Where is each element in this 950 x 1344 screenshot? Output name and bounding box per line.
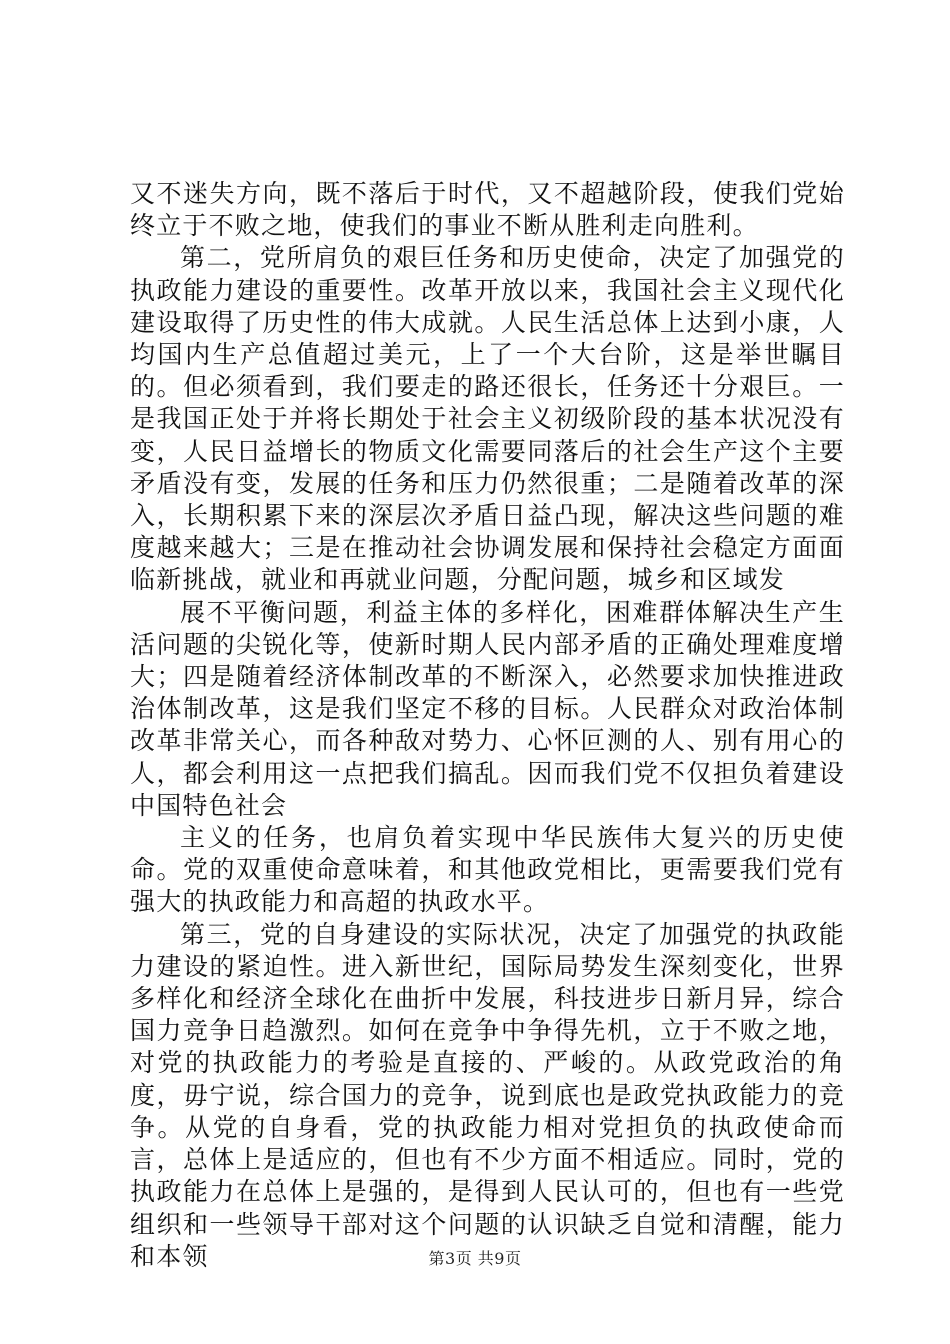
paragraph-second-point: 第二，党所肩负的艰巨任务和历史使命，决定了加强党的执政能力建设的重要性。改革开放以来，我国社会主义现代化建设取得了历史性的伟大成就。人民生活总体上达到小康，人均国内生产总值超过美元，上了一个大台阶，这是举世瞩目的。但必须看到，我们要走的路还很长，任务还十分艰巨。一是我国正处于并将长期处于社会主义初级阶段的基本状况没有变，人民日益增长的物质文化需要同落后的社会生产这个主要矛盾没有变，发展的任务和压力仍然很重；二是随着改革的深入，长期积累下来的深层次矛盾日益凸现，解决这些问题的难度越来越大；三是在推动社会协调发展和保持社会稳定方面面临新挑战，就业和再就业问题，分配问题，城乡和区域发 xyxy=(130,243,845,595)
page-number-footer: 第3页 共9页 xyxy=(428,1249,522,1268)
paragraph-third-point: 第三，党的自身建设的实际状况，决定了加强党的执政能力建设的紧迫性。进入新世纪，国际局势发生深刻变化，世界多样化和经济全球化在曲折中发展，科技进步日新月异，综合国力竞争日趋激烈。如何在竞争中争得先机，立于不败之地，对党的执政能力的考验是直接的、严峻的。从政党政治的角度，毋宁说，综合国力的竞争，说到底也是政党执政能力的竞争。从党的自身看，党的执政能力相对党担负的执政使命而言，总体上是适应的，但也有不少方面不相适应。同时，党的执政能力在总体上是强的，是得到人民认可的，但也有一些党组织和一些领导干部对这个问题的认识缺乏自觉和清醒，能力和本领 xyxy=(130,919,845,1271)
paragraph-second-point-continued: 展不平衡问题，利益主体的多样化，困难群体解决生产生活问题的尖锐化等，使新时期人民内部矛盾的正确处理难度增大；四是随着经济体制改革的不断深入，必然要求加快推进政治体制改革，这是我们坚定不移的目标。人民群众对政治体制改革非常关心，而各种敌对势力、心怀叵测的人、别有用心的人，都会利用这一点把我们搞乱。因而我们党不仅担负着建设中国特色社会 xyxy=(130,597,845,820)
paragraph-continuation: 又不迷失方向，既不落后于时代，又不超越阶段，使我们党始终立于不败之地，使我们的事业不断从胜利走向胜利。 xyxy=(130,179,845,241)
body-text xyxy=(130,178,845,1273)
paragraph-dual-mission: 主义的任务，也肩负着实现中华民族伟大复兴的历史使命。党的双重使命意味着，和其他政党相比，更需要我们党有强大的执政能力和高超的执政水平。 xyxy=(130,823,845,917)
